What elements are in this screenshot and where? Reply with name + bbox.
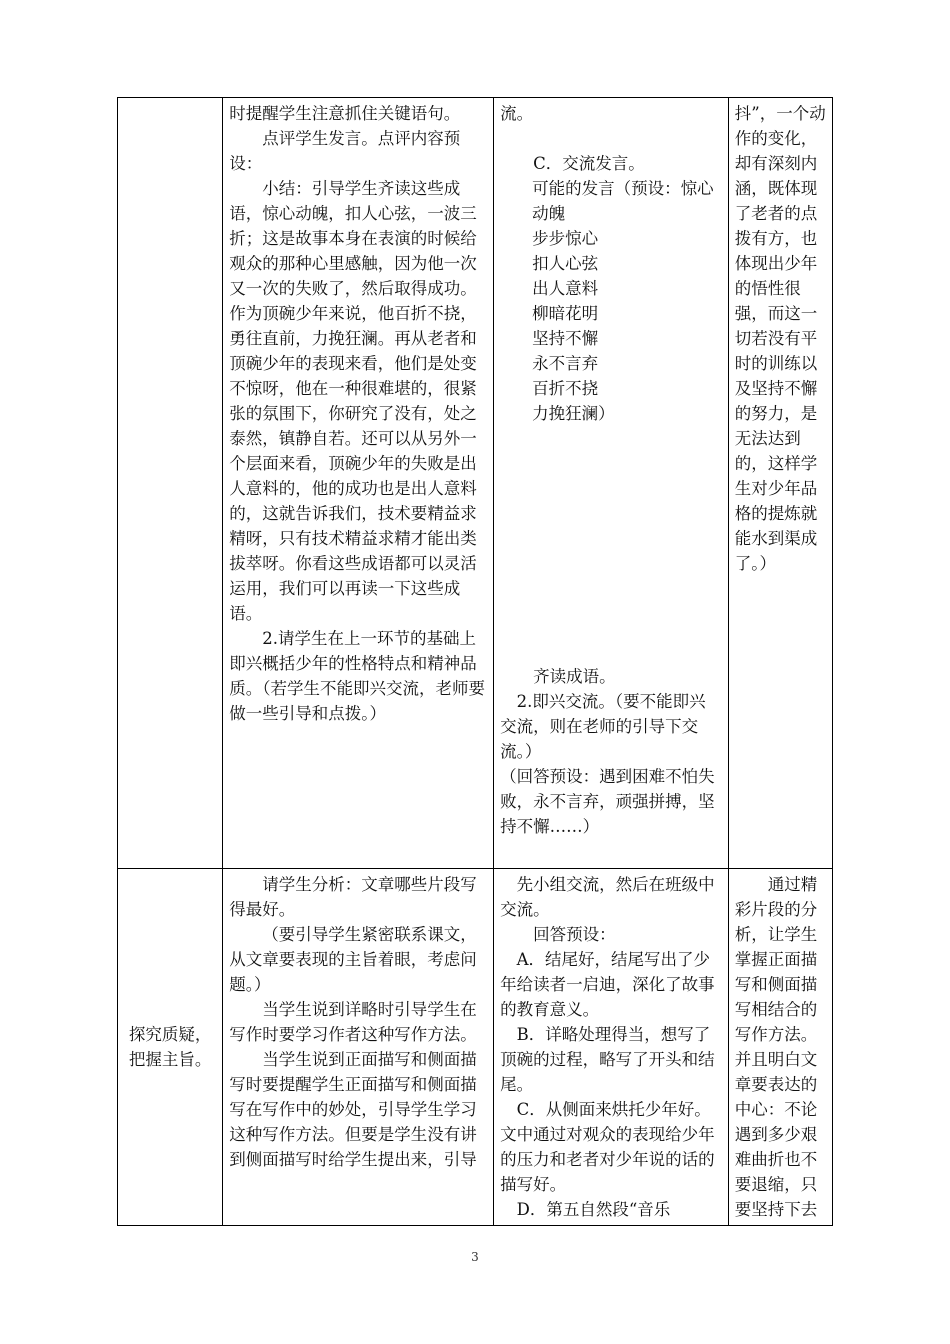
paragraph: 先小组交流，然后在班级中交流。 [500, 875, 715, 919]
student-activity-cell [494, 98, 729, 869]
paragraph: B．详略处理得当，想写了顶碗的过程，略写了开头和结尾。 [500, 1025, 715, 1094]
paragraph: 齐读成语。 [533, 667, 616, 686]
summary-paragraph: 小结：引导学生齐读这些成语，惊心动魄，扣人心弦，一波三折；这是故事本身在表演的时候给观众的那种心里感触，因为他一次又一次的失败了，然后取得成功。作为顶碗少年来说，他百折不挠，勇往直前，力挽狂澜。再从老者和顶碗少年的表现来看，他们是处变不惊呀，他在一种很难堪的，很紧张的氛围下，你研究了没有，处之泰然，镇静自若。还可以从另外一个层面来看，顶碗少年的失败是出人意料的，他的成功也是出人意料的，这就告诉我们，技术要精益求精呀，只有技术精益求精才能出类拔萃呀。你看这些成语都可以灵活运用，我们可以再读一下这些成语。 [229, 179, 477, 623]
list-item: 百折不挠 [532, 379, 599, 398]
paragraph: D．第五自然段“音乐 [516, 1200, 671, 1219]
paragraph: 点评学生发言。点评内容预设： [229, 129, 461, 173]
teacher-activity-cell [223, 869, 494, 1226]
paragraph: （要引导学生紧密联系课文，从文章要表现的主旨着眼，考虑问题。） [229, 925, 477, 994]
list-item: 扣人心弦 [532, 254, 599, 273]
teacher-activity-cell [223, 98, 494, 869]
paragraph: 抖”，一个动作的变化，却有深刻内涵，既体现了老者的点拨有方，也体现出少年的悟性很强，而这一切若没有平时的训练以及坚持不懈的努力，是无法达到的，这样学生对少年品格的提炼就能水到渠成了。） [734, 104, 826, 573]
paragraph: 2.即兴交流。（要不能即兴交流，则在老师的引导下交流。） [500, 692, 706, 761]
stage-label: 探究质疑，把握主旨。 [128, 1025, 212, 1069]
paragraph: 流。 [500, 104, 534, 123]
paragraph: 可能的发言（预设：惊心动魄 [532, 179, 714, 223]
list-item: 坚持不懈 [532, 329, 599, 348]
paragraph: 通过精彩片段的分析，让学生掌握正面描写和侧面描写相结合的写作方法。并且明白文章要表达的中心：不论遇到多少艰难曲折也不要退缩，只要坚持下去 [734, 875, 818, 1219]
student-activity-cell [494, 869, 729, 1226]
table-row [118, 869, 833, 1226]
paragraph: 回答预设： [533, 925, 616, 944]
paragraph: A．结尾好，结尾写出了少年给读者一启迪，深化了故事的教育意义。 [500, 950, 715, 1019]
paragraph: 当学生说到详略时引导学生在写作时要学习作者这种写作方法。 [229, 1000, 477, 1044]
stage-cell [118, 98, 223, 869]
design-intent-cell [728, 869, 832, 1226]
stage-cell [118, 869, 223, 1226]
page-number: 3 [471, 1250, 479, 1264]
lesson-plan-table [117, 97, 833, 1226]
paragraph: 请学生分析：文章哪些片段写得最好。 [229, 875, 477, 919]
paragraph: C．交流发言。 [533, 154, 645, 173]
list-item: 柳暗花明 [532, 304, 599, 323]
paragraph: 当学生说到正面描写和侧面描写时要提醒学生正面描写和侧面描写在写作中的妙处，引导学生学习这种写作方法。但要是学生没有讲到侧面描写时给学生提出来，引导 [229, 1050, 477, 1169]
list-item: 力挽狂澜） [532, 404, 615, 423]
paragraph: 2.请学生在上一环节的基础上即兴概括少年的性格特点和精神品质。（若学生不能即兴交流，老师要做一些引导和点拨。） [229, 629, 486, 723]
paragraph: （回答预设：遇到困难不怕失败，永不言弃，顽强拼搏，坚持不懈……） [500, 767, 715, 836]
table-row [118, 98, 833, 869]
list-item: 步步惊心 [532, 229, 599, 248]
list-item: 永不言弃 [532, 354, 599, 373]
list-item: 出人意料 [532, 279, 599, 298]
design-intent-cell [728, 98, 832, 869]
paragraph: 时提醒学生注意抓住关键语句。 [229, 104, 461, 123]
paragraph: C．从侧面来烘托少年好。文中通过对观众的表现给少年的压力和老者对少年说的话的描写好。 [500, 1100, 715, 1194]
